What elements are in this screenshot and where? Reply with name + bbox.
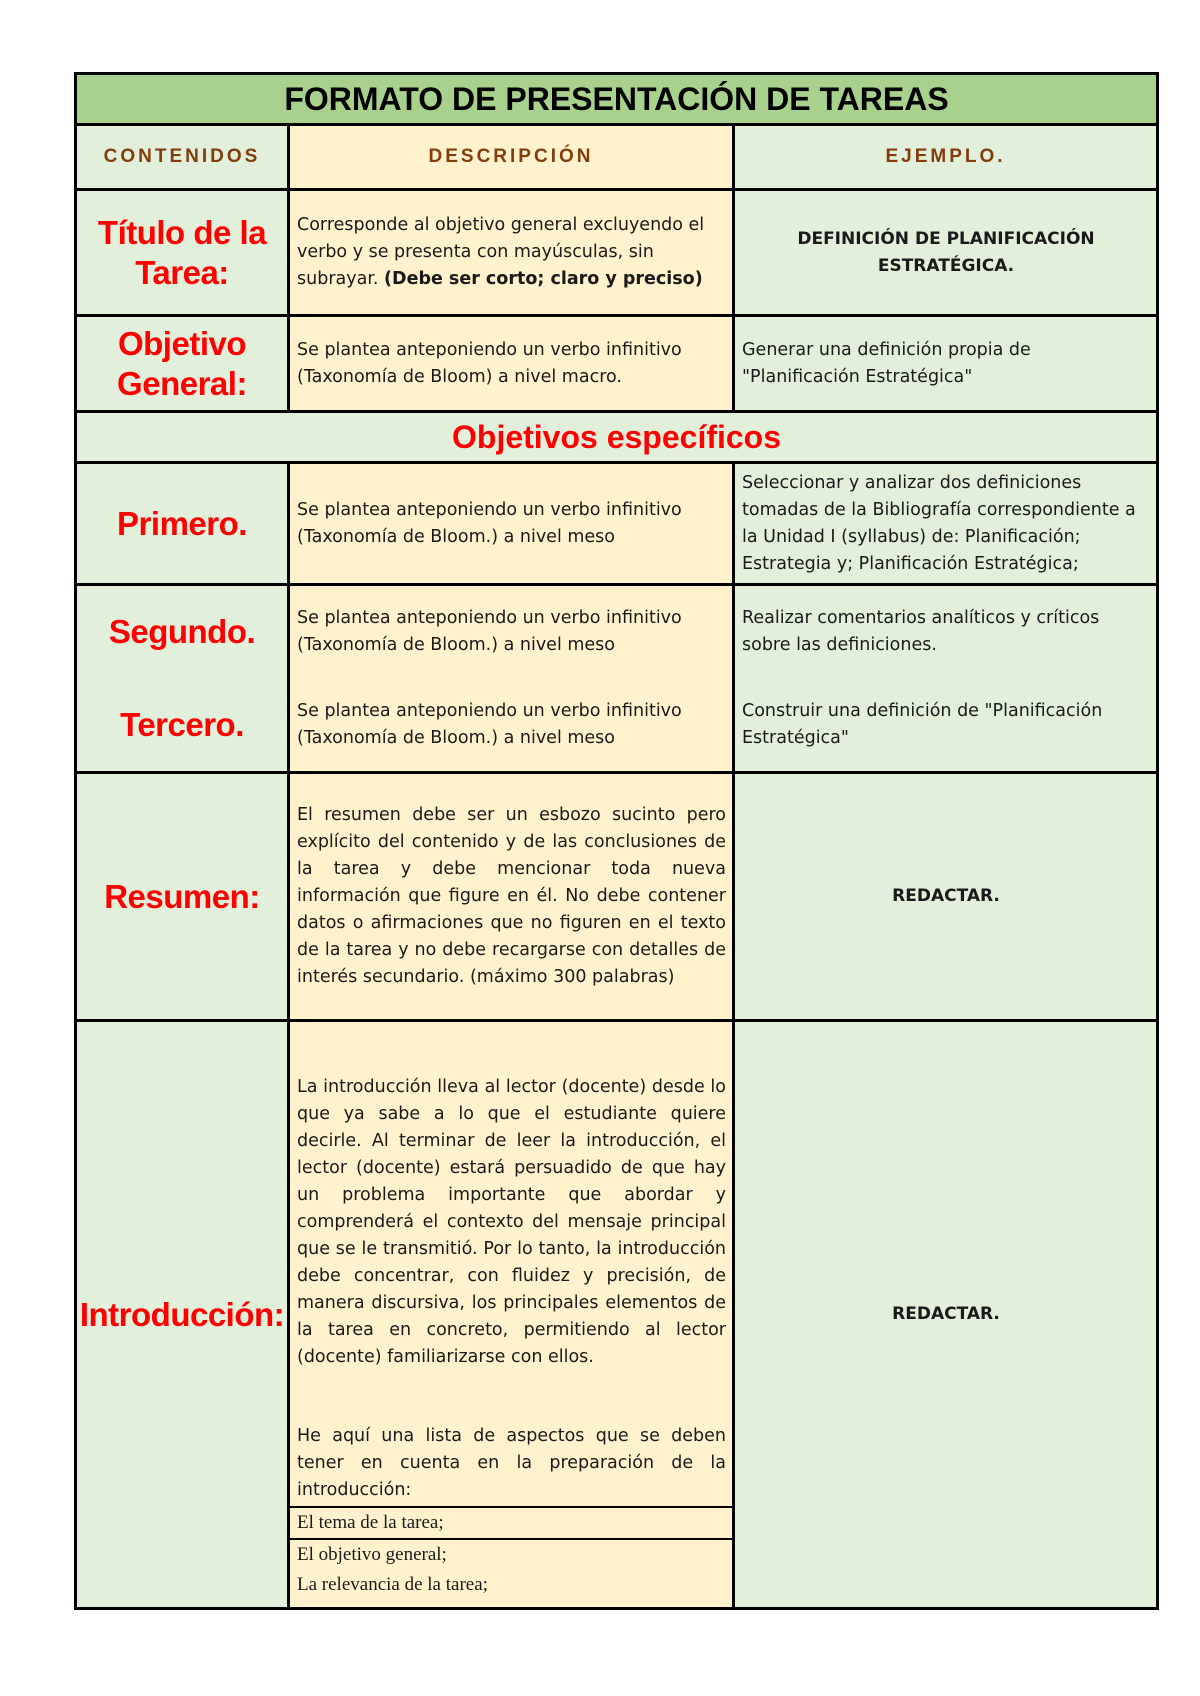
label-primero: Primero. [76, 463, 289, 585]
desc-segundo: Se plantea anteponiendo un verbo infinitivo (Taxonomía de Bloom.) a nivel meso [289, 585, 734, 679]
desc-tercero: Se plantea anteponiendo un verbo infinitivo (Taxonomía de Bloom.) a nivel meso [289, 679, 734, 773]
desc-objetivo-general: Se plantea anteponiendo un verbo infinitivo (Taxonomía de Bloom) a nivel macro. [289, 316, 734, 412]
page-title: FORMATO DE PRESENTACIÓN DE TAREAS [76, 74, 1158, 125]
row-objetivo-general [76, 316, 1158, 412]
header-descripcion: DESCRIPCIÓN [289, 125, 734, 190]
list-item: El objetivo general; [297, 1544, 447, 1565]
example-introduccion: REDACTAR. [734, 1021, 1158, 1609]
example-tercero: Construir una definición de "Planificación Estratégica" [734, 679, 1158, 773]
row-titulo [76, 190, 1158, 316]
row-especificos-title [76, 412, 1158, 463]
desc-resumen: El resumen debe ser un esbozo sucinto pero explícito del contenido y de las conclusiones de la tarea y debe mencionar toda nueva información que figure en él. No debe contener datos o afirmaciones que no figuren en el texto de la tarea y no debe recargarse con detalles de interés secundario. (máximo 300 palabras) [289, 773, 734, 1021]
label-segundo: Segundo. [76, 585, 289, 679]
desc-introduccion-cell [289, 1021, 734, 1609]
list-item: El tema de la tarea; [290, 1508, 732, 1540]
header-contenidos: CONTENIDOS [76, 125, 289, 190]
example-objetivo-general: Generar una definición propia de "Planificación Estratégica" [734, 316, 1158, 412]
section-objetivos-especificos: Objetivos específicos [76, 412, 1158, 463]
list-item: La relevancia de la tarea; [297, 1574, 488, 1595]
example-primero: Seleccionar y analizar dos definiciones tomadas de la Bibliografía correspondiente a la Unidad I (syllabus) de: Planificación; Estrategia y; Planificación Estratégica; [734, 463, 1158, 585]
task-format-sheet [74, 72, 1156, 1610]
label-tercero: Tercero. [76, 679, 289, 773]
intro-aspects-list [290, 1506, 732, 1600]
label-objetivo-general: Objetivo General: [76, 316, 289, 412]
intro-content [290, 1022, 732, 1600]
row-segundo [76, 585, 1158, 679]
label-introduccion: Introducción: [76, 1021, 289, 1609]
example-resumen: REDACTAR. [734, 773, 1158, 1021]
desc-introduccion: La introducción lleva al lector (docente) desde lo que ya sabe a lo que el estudiante quiere decirle. Al terminar de leer la introducción, el lector (docente) estará persuadido de que hay un problema importante que abordar y comprenderá el contexto del mensaje principal que se le transmitió. Por lo tanto, la introducción debe concentrar, con fluidez y precisión, de manera discursiva, los principales elementos de la tarea en concreto, permitiendo al lector (docente) familiarizarse con ellos. [297, 1077, 726, 1367]
label-titulo: Título de la Tarea: [76, 190, 289, 316]
example-segundo: Realizar comentarios analíticos y críticos sobre las definiciones. [734, 585, 1158, 679]
title-row [76, 74, 1158, 125]
label-resumen: Resumen: [76, 773, 289, 1021]
desc-titulo-text: Corresponde al objetivo general excluyendo el verbo y se presenta con mayúsculas, sin subrayar. [297, 215, 705, 289]
desc-introduccion-list-intro: He aquí una lista de aspectos que se deben tener en cuenta en la preparación de la introducción: [297, 1426, 726, 1500]
row-resumen [76, 773, 1158, 1021]
header-ejemplo: EJEMPLO. [734, 125, 1158, 190]
row-primero [76, 463, 1158, 585]
desc-titulo-bold: (Debe ser corto; claro y preciso) [384, 269, 703, 289]
intro-spacer [290, 1371, 732, 1423]
header-row [76, 125, 1158, 190]
desc-primero: Se plantea anteponiendo un verbo infinitivo (Taxonomía de Bloom.) a nivel meso [289, 463, 734, 585]
desc-titulo [289, 190, 734, 316]
format-table [74, 72, 1159, 1610]
example-titulo: DEFINICIÓN DE PLANIFICACIÓN ESTRATÉGICA. [734, 190, 1158, 316]
row-introduccion [76, 1021, 1158, 1609]
row-tercero [76, 679, 1158, 773]
